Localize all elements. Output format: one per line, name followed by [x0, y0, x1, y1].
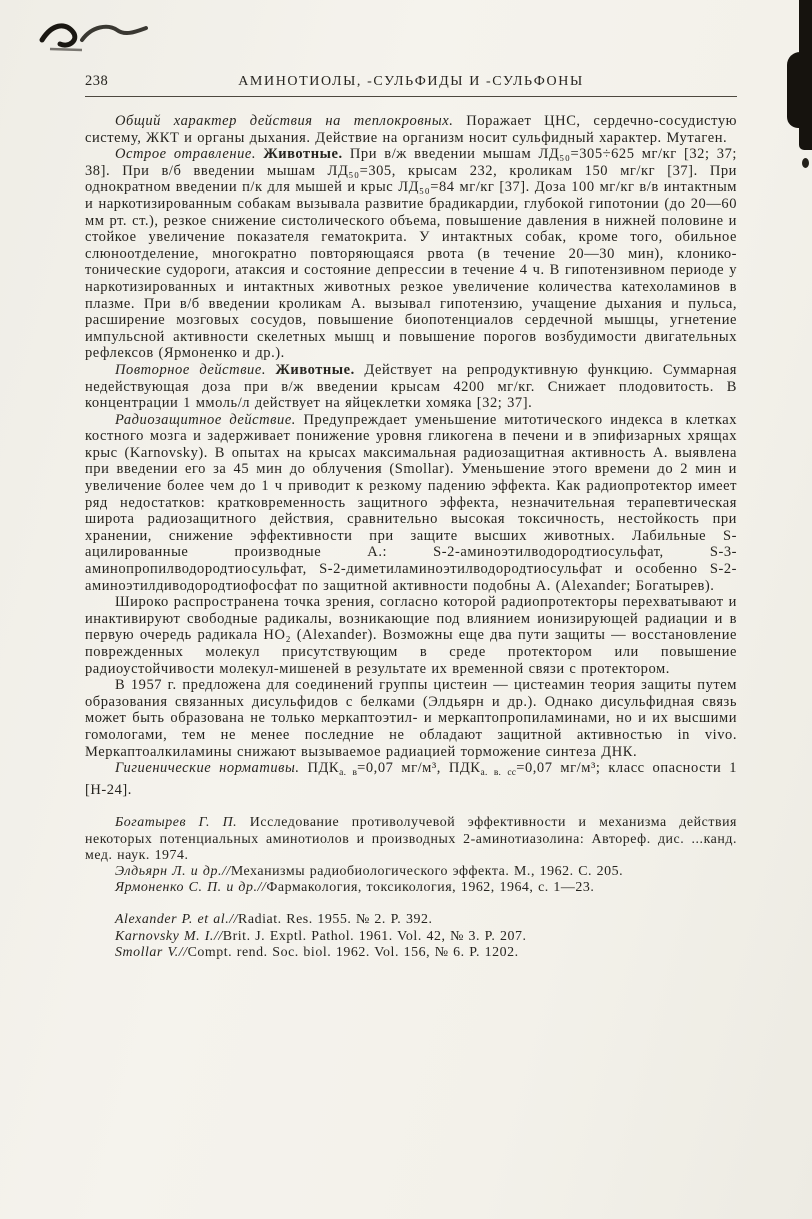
- run-subscript: а. в: [339, 768, 358, 779]
- ref-text: Механизмы радиобиологического эффекта. М., 1962. С. 205.: [230, 863, 624, 879]
- ink-smudge-icon: [38, 18, 150, 56]
- reference-item: [85, 864, 737, 880]
- run-text: При в/ж введении мышам ЛД₅₀=305÷625 мг/кг [32; 37; 38]. При в/б введении мышам ЛД₅₀=305, крысам 232, кроликам 150 мг/кг [37]. При однократном введении п/к для мышей и крыс ЛД₅₀=84 мг/кг [37]. Доза 100 мг/кг в/в интактным и наркотизированным собакам вызывала развитие брадикардии, глубокой гипотонии (до 20—60 мм рт. ст.), резкое снижение систолического объема, повышение давления в нижней половине и стойкое увеличение показателя гематокрита. У интактных собак, кроме того, обильное слюноотделение, многократно повторяющаяся рвота (в течение 20—30 мин), клонико-тонические судороги, атаксия и состояние депрессии в течение 4 ч. В гипотензивном периоде у наркотизированных и интактных животных резкое увеличение количества катехоламинов в плазме. При в/б введении кроликам А. вызывал гипотензию, учащение дыхания и пульса, расширение мозговых сосудов, повышение биопотенциалов сердечной мышцы, угнетение импульсной активности скелетных мышц и повышение порогов возбудимости двигательных рефлексов (Ярмоненко и др.).: [85, 146, 737, 362]
- run-text: Широко распространена точка зрения, согласно которой радиопротекторы перехватывают и инактивируют свободные радикалы, возникающие под влиянием ионизирующей радиации и в первую очередь радикала НО₂ (Alexander). Возможны еще два пути защиты — восстановление поврежденных молекул присутствующим в среде протектором или повышение радиоустойчивости молекул-мишеней в результате их временной связи с протектором.: [85, 594, 737, 677]
- run-lead-italic: Общий характер действия на теплокровных.: [115, 113, 454, 129]
- run-text: =0,07 мг/м³, ПДК: [357, 760, 481, 777]
- ref-text: Фармакология, токсикология, 1962, 1964, с. 1—23.: [266, 880, 595, 896]
- run-lead-italic: Повторное действие.: [115, 361, 266, 378]
- run-bold: Животные.: [256, 146, 343, 163]
- paragraph-hygiene-standards: [85, 760, 737, 798]
- paragraph-disulfide-theory: [85, 677, 737, 760]
- references-russian: [85, 815, 737, 896]
- run-lead-italic: Острое отравление.: [115, 146, 257, 163]
- ref-author-italic: Элдьярн Л. и др.//: [115, 863, 231, 879]
- ref-text: Compt. rend. Soc. biol. 1962. Vol. 156, № 6. P. 1202.: [187, 944, 519, 960]
- text-block: [85, 113, 737, 961]
- ref-author-italic: Ярмоненко С. П. и др.//: [115, 880, 267, 896]
- paragraph-general-action: [85, 113, 737, 146]
- paragraph-radical-theory: [85, 594, 737, 677]
- run-text: Предупреждает уменьшение митотического индекса в клетках костного мозга и задерживает понижение уровня гликогена в печени и в эпифизарных хрящах крыс (Karnovsky). В опытах на крысах максимальная радиозащитная активность А. выявлена при введении его за 45 мин до облучения (Smollar). Уменьшение этого времени до 2 мин и увеличение более чем до 1 ч приводит к резкому падению эффекта. Как радиопротектор имеет ряд недостатков: кратковременность защитного эффекта, незначительная терапевтическая широта радиозащитного действия, сравнительно высокая токсичность, нестойкость при хранении, снижение эффективности при защите высших животных. Лабильные S-ацилированные производные А.: S-2-аминоэтилводородтиосульфат, S-3-аминопропилводородтиосульфат, S-2-диметиламиноэтилводородтиосульфат и особенно S-2-аминоэтилдиводородтиофосфат по защитной активности подобны А. (Alexander; Богатырев).: [85, 411, 737, 594]
- reference-item: [85, 929, 737, 945]
- ref-author-italic: Smollar V.//: [115, 944, 188, 960]
- page-number: 238: [85, 73, 109, 89]
- run-bold: Животные.: [266, 361, 355, 378]
- reference-item: [85, 912, 737, 928]
- ref-text: Исследование противолучевой эффективности и механизма действия некоторых потенциальных аминотиолов и производных 2-аминотиазолина: Автореф. дис. ...канд. мед. наук. 1974.: [85, 815, 737, 863]
- reference-item: [85, 815, 737, 864]
- paragraph-acute-poisoning: [85, 146, 737, 362]
- run-subscript: а. в. сс: [480, 768, 517, 779]
- run-text: Поражает ЦНС, сердечно-сосудистую систему, ЖКТ и органы дыхания. Действие на организм носит сульфидный характер. Мутаген.: [85, 113, 737, 146]
- paragraph-radioprotective-action: [85, 412, 737, 595]
- run-text: В 1957 г. предложена для соединений группы цистеин — цистеамин теория защиты путем образования связанных дисульфидов с белками (Элдьярн и др.). Однако дисульфидная связь может быть образована не только меркаптоэтил- и меркаптопропиламинами, но и их высшими гомологами, тем не менее последние не обладают защитной активностью in vivo. Меркаптоалкиламины снижают вызываемое радиацией торможение синтеза ДНК.: [85, 677, 737, 760]
- reference-item: [85, 880, 737, 896]
- ink-smudge-artifact: [38, 18, 150, 56]
- ref-author-italic: Karnovsky M. I.//: [115, 928, 223, 944]
- run-lead-italic: Гигиенические нормативы.: [115, 760, 300, 777]
- references-foreign: [85, 912, 737, 961]
- running-title: АМИНОТИОЛЫ, -СУЛЬФИДЫ И -СУЛЬФОНЫ: [238, 74, 584, 89]
- header-rule: [85, 96, 737, 97]
- reference-item: [85, 945, 737, 961]
- ref-author-italic: Богатырев Г. П.: [115, 815, 238, 831]
- run-text: Действует на репродуктивную функцию. Суммарная недействующая доза при в/ж введении крысам 4200 мг/кг. Снижает плодовитость. В концентрации 1 ммоль/л действует на яйцеклетки хомяка [32; 37].: [85, 361, 737, 412]
- ref-text: Brit. J. Exptl. Pathol. 1961. Vol. 42, № 3. P. 207.: [222, 928, 527, 944]
- paragraph-repeated-action: [85, 362, 737, 412]
- run-lead-italic: Радиозащитное действие.: [115, 411, 296, 428]
- ref-text: Radiat. Res. 1955. № 2. P. 392.: [238, 912, 433, 928]
- scan-speck-artifact: [802, 158, 809, 168]
- running-head: [85, 73, 737, 90]
- run-text: ПДК: [299, 760, 340, 777]
- scan-blob-artifact-right: [787, 52, 812, 128]
- run-text: =0,07 мг/м³; класс опасности 1 [Н-24].: [85, 760, 737, 798]
- ref-author-italic: Alexander P. et al.//: [115, 912, 239, 928]
